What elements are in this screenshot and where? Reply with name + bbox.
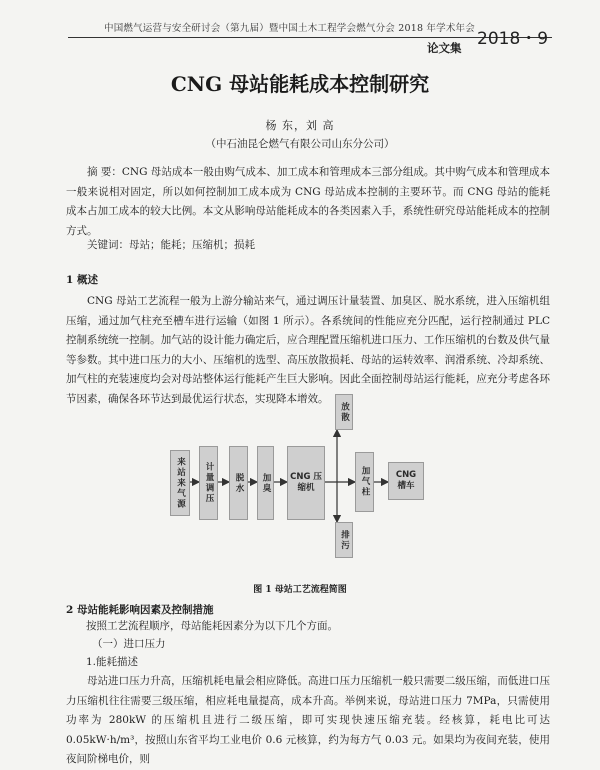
section-1-heading: 1 概述 bbox=[66, 274, 98, 286]
section-2-body: 母站进口压力升高，压缩机耗电量会相应降低。高进口压力压缩机一般只需要二级压缩，而低进口压力压缩机往往需要三级压缩，相应耗电量提高，成本升高。举例来说，母站进口压力 7MPa，只需使用功率为 280kW 的压缩机且进行二级压缩，即可实现快速压缩充装。经核算，耗电比可达 0.05kW·h/m³，按照山东省平均工业电价 0.6 元核算，约为每方气 0.03 元。如果均为夜间充装，使用夜间阶梯电价，则 bbox=[66, 675, 550, 765]
flow-box-odorization: 加臭 bbox=[257, 446, 274, 520]
section-2-intro: 按照工艺流程顺序，母站能耗因素分为以下几个方面。 bbox=[86, 620, 338, 632]
figure-caption: 图 1 母站工艺流程简图 bbox=[253, 585, 347, 595]
subsection-heading: （一）进口压力 bbox=[92, 638, 166, 650]
section-2-heading: 2 母站能耗影响因素及控制措施 bbox=[66, 604, 214, 616]
affiliation: （中石油昆仑燃气有限公司山东分公司） bbox=[205, 138, 395, 150]
header-collection: 论文集 bbox=[427, 41, 462, 55]
flow-box-dispenser: 加气柱 bbox=[355, 452, 374, 512]
flow-box-trailer: CNG 槽车 bbox=[388, 462, 424, 500]
flow-box-compressor: CNG 压缩机 bbox=[287, 446, 325, 520]
flow-box-drain: 排污 bbox=[335, 522, 353, 558]
running-header bbox=[0, 0, 600, 60]
authors: 杨 东，刘 高 bbox=[265, 119, 335, 132]
flow-box-source: 来站来气源 bbox=[170, 450, 190, 516]
flow-box-metering: 计量调压 bbox=[199, 446, 218, 520]
subsubsection-heading: 1.能耗描述 bbox=[86, 656, 139, 668]
paper-title: CNG 母站能耗成本控制研究 bbox=[170, 72, 430, 96]
keywords: 关键词：母站；能耗；压缩机；损耗 bbox=[87, 239, 255, 251]
header-year: 2018・9 bbox=[477, 29, 549, 49]
abstract: 摘 要：CNG 母站成本一般由购气成本、加工成本和管理成本三部分组成。其中购气成本和管理成本一般来说相对固定，所以如何控制加工成本成为 CNG 母站成本控制的主要环节。而 CNG 母站的能耗成本占加工成本的较大比例。本文从影响母站能耗成本的各类因素入手，系统性研究母站能耗成本的控制方式。 bbox=[66, 166, 550, 237]
flow-box-dehydration: 脱水 bbox=[229, 446, 248, 520]
conference-name: 中国燃气运营与安全研讨会（第九届）暨中国土木工程学会燃气分会 2018 年学术年会 bbox=[104, 23, 475, 34]
section-1-body: CNG 母站工艺流程一般为上游分输站来气，通过调压计量装置、加臭区、脱水系统，进入压缩机组压缩，通过加气柱充至槽车进行运输（如图 1 所示）。各系统间的性能应充分匹配，运行控制通过 PLC 控制系统统一控制。加气站的设计能力确定后，应合理配置压缩机进口压力、工作压缩机的台数及供气量等参数。其中进口压力的大小、压缩机的选型、高压放散损耗、母站的运转效率、润滑系统、冷却系统、加气柱的充装速度均会对母站整体运行能耗产生巨大影响。因此全面控制母站运行能耗，应充分考虑各环节因素，确保各环节达到最优运行状态，实现降本增效。 bbox=[66, 295, 550, 405]
flow-box-vent: 放散 bbox=[335, 394, 353, 430]
